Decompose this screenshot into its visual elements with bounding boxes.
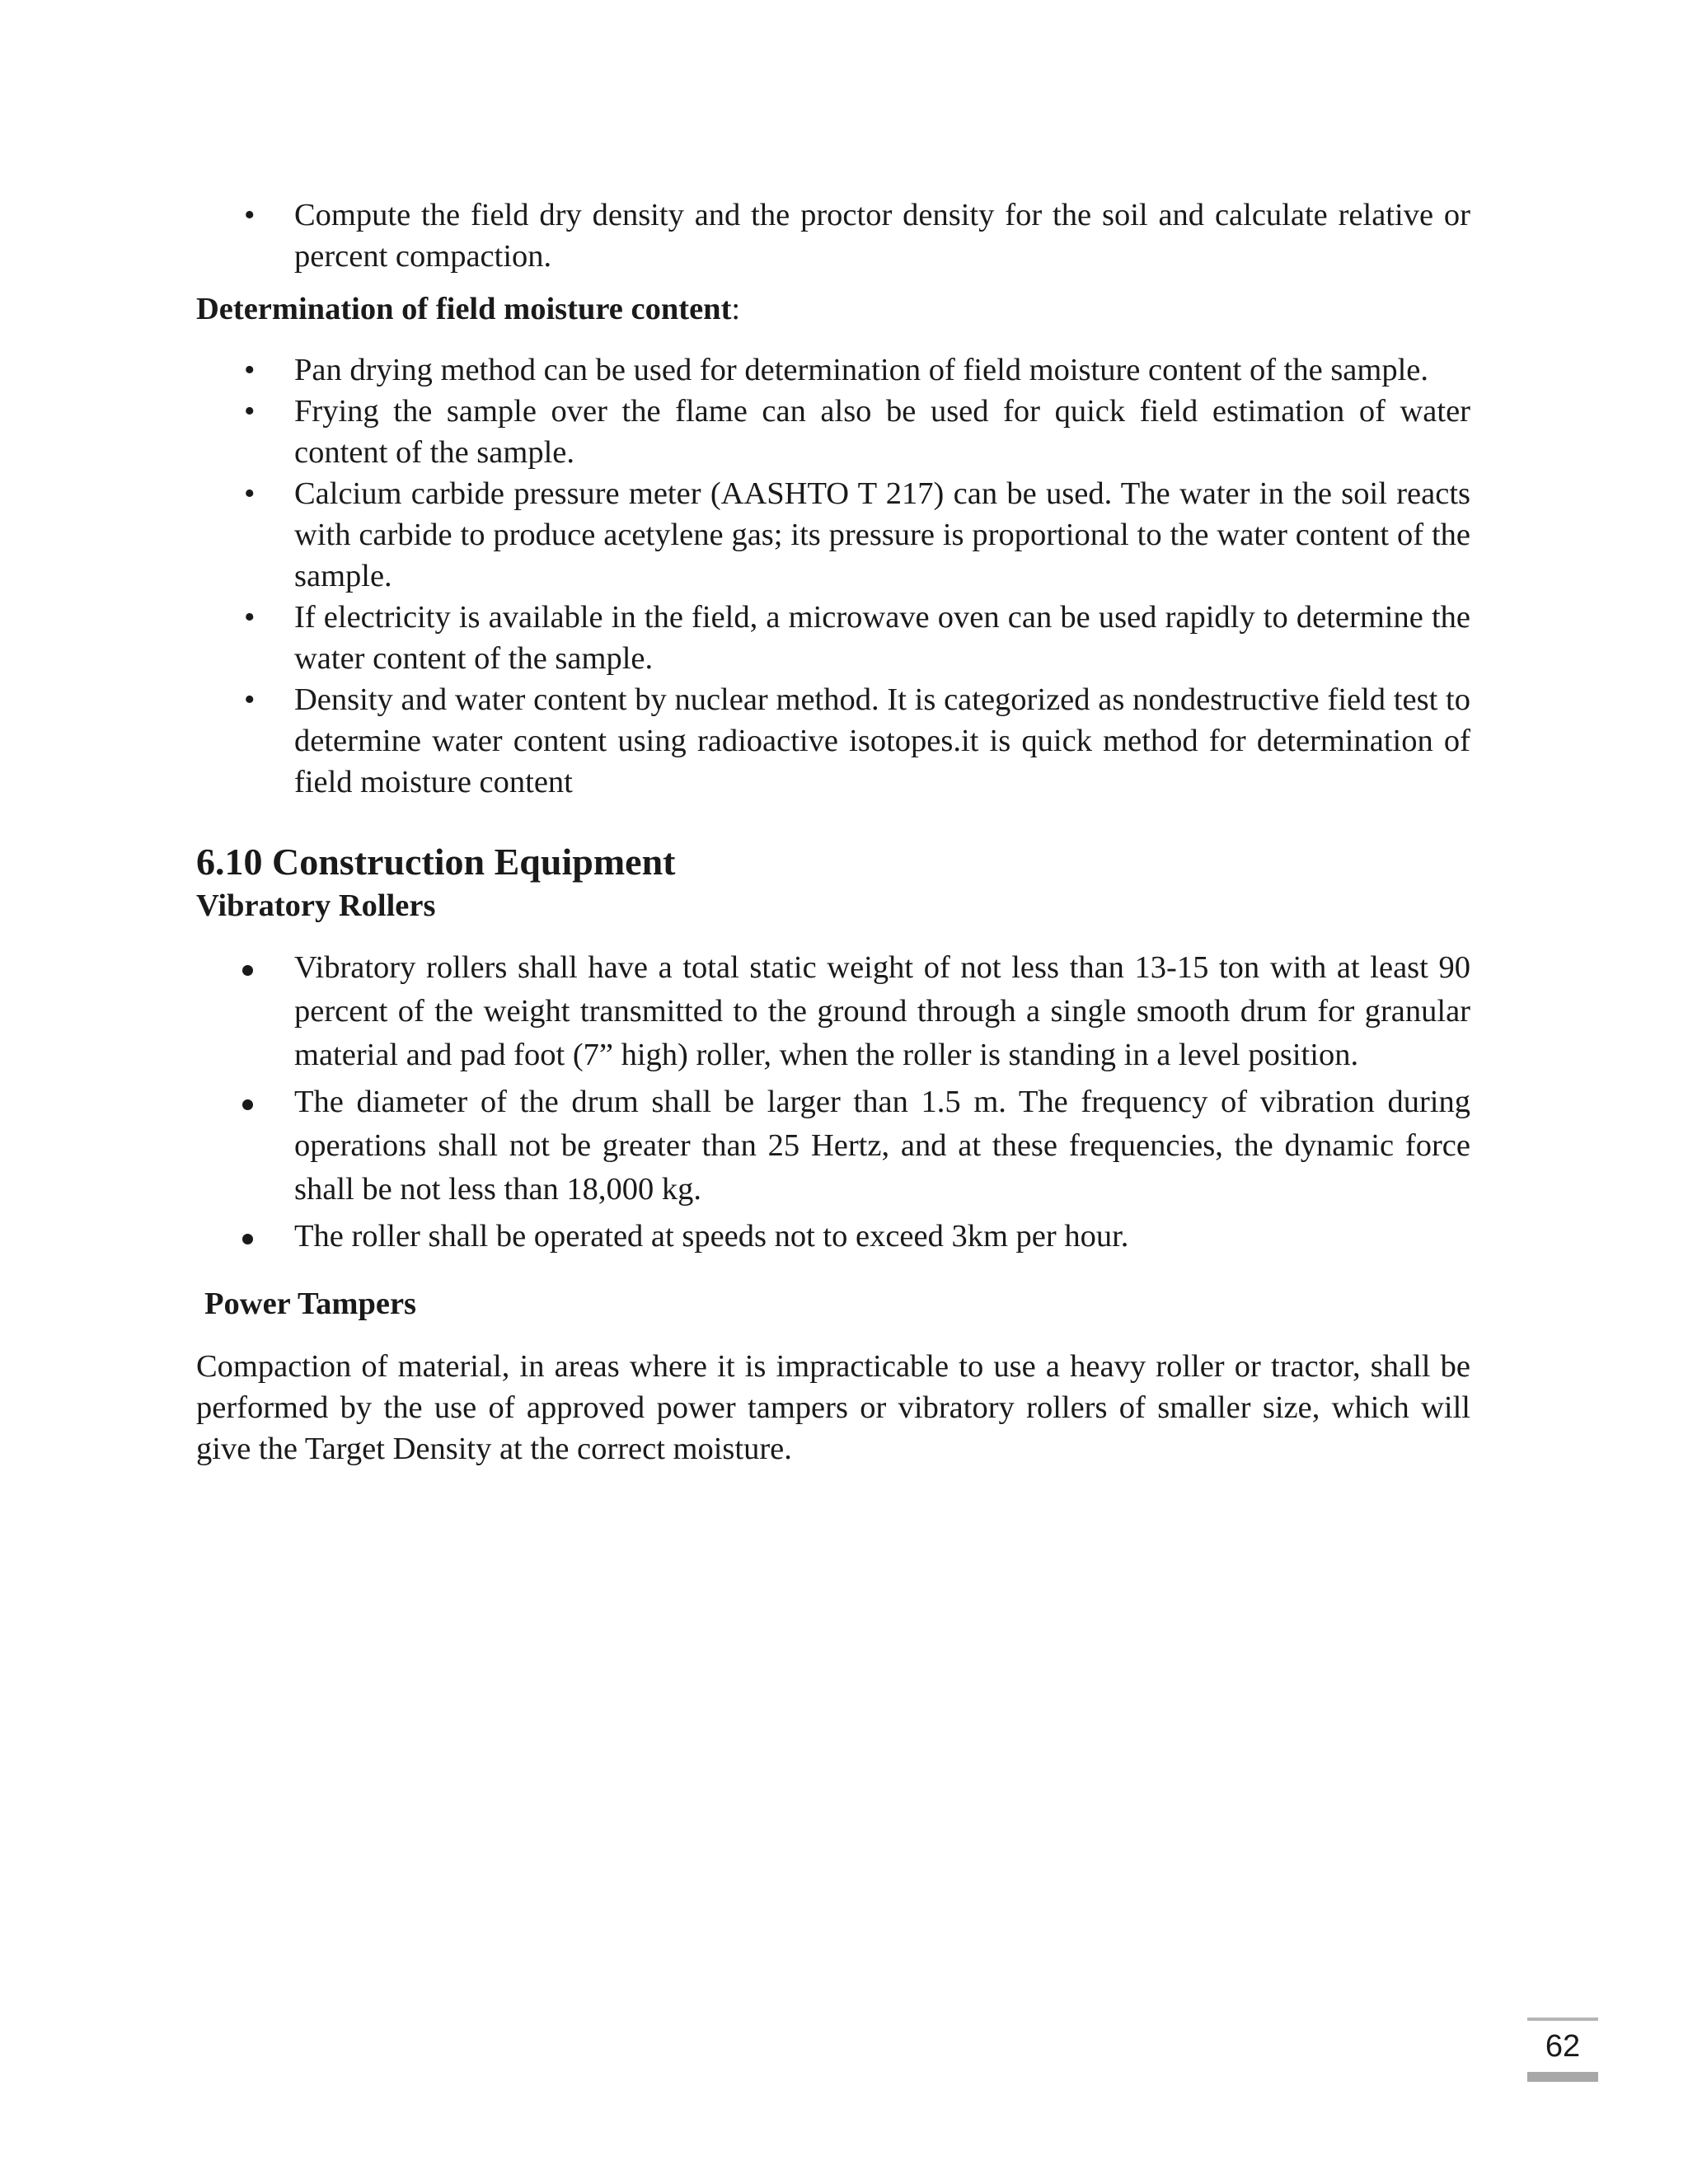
page-number-bottom-rule [1527, 2072, 1598, 2082]
bullet-marker: • [244, 682, 256, 717]
bullet-text: The roller shall be operated at speeds not to exceed 3km per hour. [294, 1219, 1129, 1254]
bullet-dot-icon [242, 1215, 267, 1258]
list-item [196, 194, 1470, 277]
bullet-marker: • [244, 353, 256, 387]
bullet-text: Calcium carbide pressure meter (AASHTO T 217) can be used. The water in the soil reacts with carbide to produce acetylene gas; its pressure is proportional to the water content of the sample. [294, 476, 1470, 593]
list-item [196, 1080, 1470, 1212]
moisture-heading-colon: : [731, 292, 741, 326]
section-title: 6.10 Construction Equipment [196, 841, 676, 883]
bullet-text: Pan drying method can be used for determination of field moisture content of the sample. [294, 353, 1428, 387]
bullet-text: Density and water content by nuclear method. It is categorized as nondestructive field test to determine water content using radioactive isotopes.it is quick method for determination of field moisture content [294, 682, 1470, 799]
bullet-text: Compute the field dry density and the proctor density for the soil and calculate relative or percent compaction. [294, 198, 1470, 274]
list-item [196, 1215, 1470, 1258]
bullet-marker: • [244, 198, 256, 232]
vibratory-bullet-list [196, 946, 1470, 1258]
bullet-text: If electricity is available in the field, a microwave oven can be used rapidly to determine the water content of the sample. [294, 600, 1470, 676]
bullet-marker: • [244, 394, 256, 429]
bullet-text: Vibratory rollers shall have a total static weight of not less than 13-15 ton with at least 90 percent of the weight transmitted to the ground through a single smooth drum for granular material and pad foot (7” high) roller, when the roller is standing in a level position. [294, 950, 1470, 1072]
moisture-bullet-list [196, 349, 1470, 803]
page-content [196, 194, 1470, 1469]
bullet-marker: • [244, 476, 256, 511]
power-tampers-heading: Power Tampers [204, 1286, 417, 1321]
list-item [196, 597, 1470, 679]
list-item [196, 391, 1470, 473]
bullet-dot-icon [242, 1080, 267, 1124]
page-number-box [1527, 2018, 1598, 2082]
list-item [196, 349, 1470, 391]
bullet-text: The diameter of the drum shall be larger than 1.5 m. The frequency of vibration during operations shall not be greater than 25 Hertz, and at these frequencies, the dynamic force shall be not less than 18,000 kg. [294, 1085, 1470, 1207]
moisture-heading-line [196, 288, 1470, 330]
page-number: 62 [1545, 2029, 1581, 2064]
intro-bullet-list [196, 194, 1470, 277]
vibratory-rollers-heading: Vibratory Rollers [196, 888, 436, 923]
bullet-dot-icon [242, 946, 267, 990]
list-item [196, 946, 1470, 1077]
bullet-text: Frying the sample over the flame can also be used for quick field estimation of water content of the sample. [294, 394, 1470, 470]
bullet-marker: • [244, 600, 256, 635]
power-tampers-paragraph: Compaction of material, in areas where it is impracticable to use a heavy roller or tractor, shall be performed by the use of approved power tampers or vibratory rollers of smaller size, which will give the Target Density at the correct moisture. [196, 1349, 1470, 1466]
list-item [196, 679, 1470, 803]
moisture-heading: Determination of field moisture content [196, 292, 732, 326]
list-item [196, 473, 1470, 597]
